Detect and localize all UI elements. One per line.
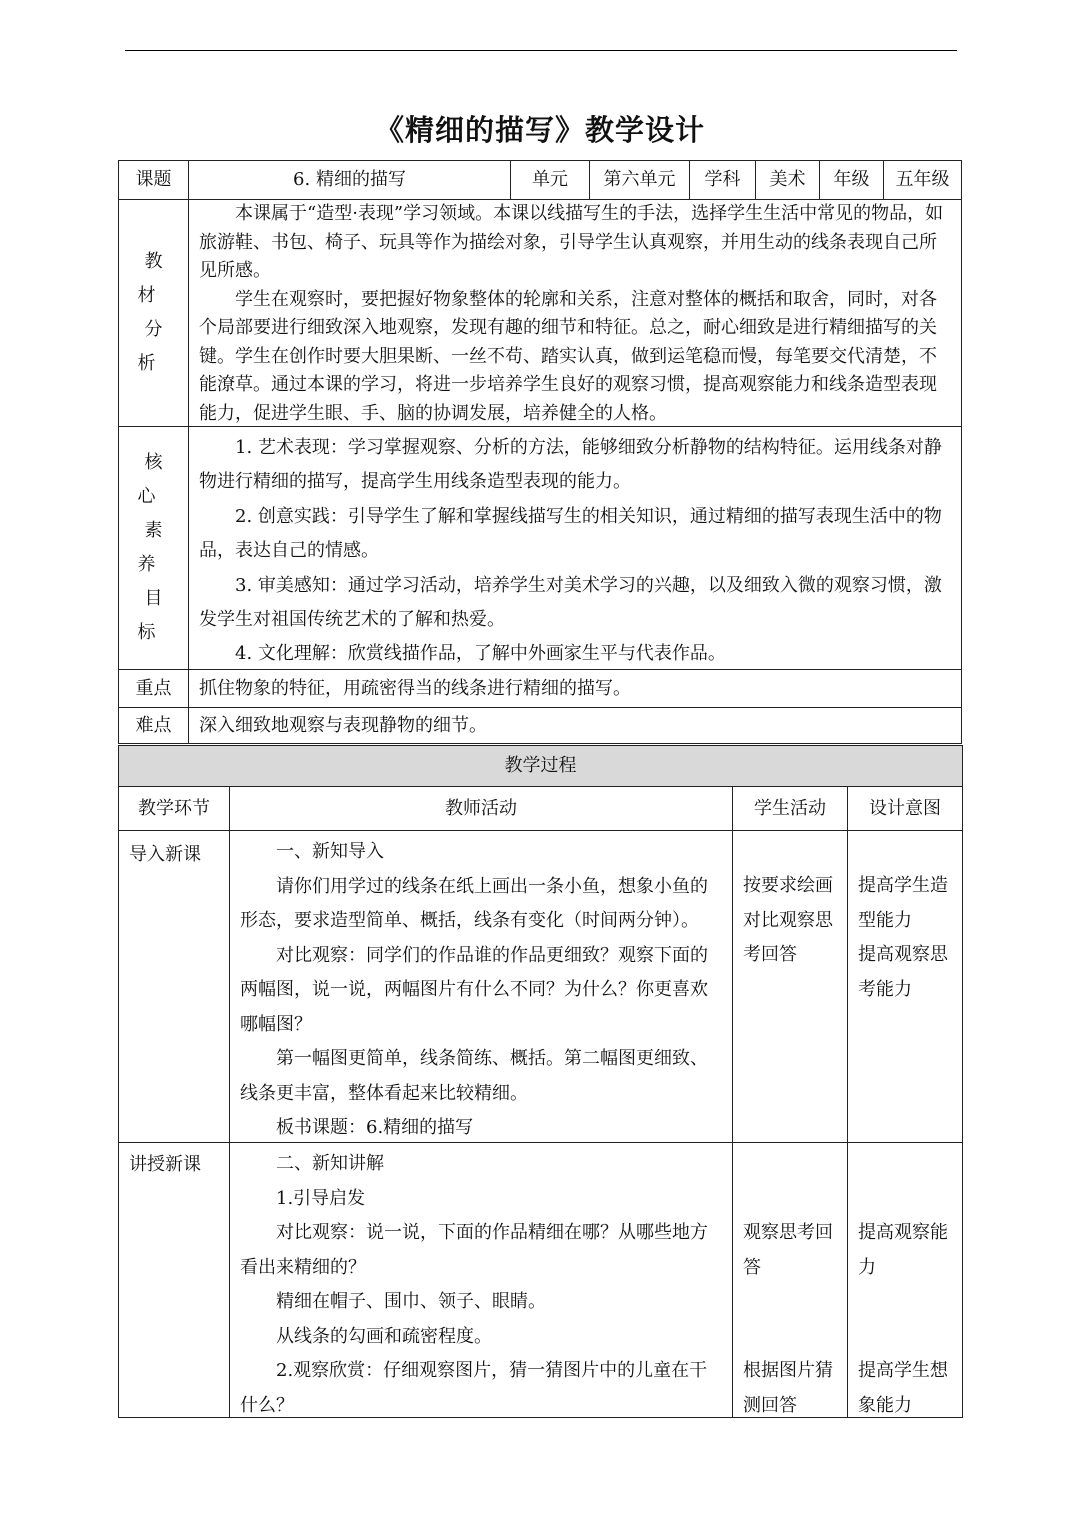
teacher-line: 二、新知讲解 (276, 1153, 384, 1174)
teacher-cell (229, 830, 733, 1143)
grade-label: 年级 (819, 160, 884, 200)
core-item: 2. 创意实践：引导学生了解和掌握线描写生的相关知识，通过精细的描写表现生活中的物品，表达自己的情感。 (199, 505, 942, 562)
student-cell (732, 1142, 848, 1418)
col-stage: 教学环节 (118, 786, 230, 831)
key-point-label: 重点 (118, 669, 189, 708)
col-teacher: 教师活动 (229, 786, 733, 831)
stage-cell: 导入新课 (118, 830, 230, 1143)
intent-line: 提高观察能力 (858, 1222, 948, 1278)
material-label-line: 教 材 (137, 251, 177, 306)
topic-value: 6. 精细的描写 (188, 160, 511, 200)
subject-value: 美术 (755, 160, 820, 200)
intent-cell (847, 1142, 963, 1418)
difficulty-value: 深入细致地观察与表现静物的细节。 (188, 707, 962, 744)
student-line: 观察思考回答 (743, 1222, 833, 1278)
core-label-line: 核 心 (137, 452, 177, 507)
process-title: 教学过程 (118, 745, 963, 787)
topic-label: 课题 (118, 160, 189, 200)
core-item: 4. 文化理解：欣赏线描作品，了解中外画家生平与代表作品。 (235, 643, 726, 665)
material-paragraph: 本课属于“造型·表现”学习领域。本课以线描写生的手法，选择学生生活中常见的物品，如旅游鞋、书包、椅子、玩具等作为描绘对象，引导学生认真观察，并用生动的线条表现自己所见所感。 (199, 203, 944, 281)
teacher-line: 请你们用学过的线条在纸上画出一条小鱼，想象小鱼的形态，要求造型简单、概括，线条有变化（时间两分钟）。 (240, 875, 708, 931)
intent-cell (847, 830, 963, 1143)
difficulty-label: 难点 (118, 707, 189, 744)
subject-label: 学科 (689, 160, 756, 200)
teacher-line: 2.观察欣赏：仔细观察图片，猜一猜图片中的儿童在干什么？ (240, 1360, 708, 1416)
core-label-line: 目 标 (137, 588, 177, 643)
material-content (188, 199, 962, 427)
core-label (118, 426, 189, 670)
core-label-line: 素 养 (137, 520, 177, 575)
teacher-cell (229, 1142, 733, 1418)
grade-value: 五年级 (883, 160, 962, 200)
student-line: 按要求绘画 (743, 875, 833, 896)
material-label (118, 199, 189, 427)
material-label-line: 分 析 (137, 319, 177, 374)
unit-label: 单元 (510, 160, 590, 200)
teacher-line: 精细在帽子、围巾、领子、眼睛。 (276, 1291, 546, 1312)
stage-cell: 讲授新课 (118, 1142, 230, 1418)
col-intent: 设计意图 (847, 786, 963, 831)
teacher-line: 1.引导启发 (276, 1187, 366, 1209)
intent-line: 提高学生想象能力 (858, 1360, 948, 1416)
header-rule (125, 50, 957, 51)
core-content (188, 426, 962, 670)
core-item: 1. 艺术表现：学习掌握观察、分析的方法，能够细致分析静物的结构特征。运用线条对静物进行精细的描写，提高学生用线条造型表现的能力。 (199, 437, 942, 493)
teacher-line: 对比观察：同学们的作品谁的作品更细致？观察下面的两幅图，说一说，两幅图片有什么不同？为什么？你更喜欢哪幅图？ (240, 944, 708, 1035)
teacher-line: 对比观察：说一说，下面的作品精细在哪？从哪些地方看出来精细的？ (240, 1222, 708, 1278)
core-item: 3. 审美感知：通过学习活动，培养学生对美术学习的兴趣，以及细致入微的观察习惯，激发学生对祖国传统艺术的了解和热爱。 (199, 574, 942, 631)
teacher-line: 第一幅图更简单，线条简练、概括。第二幅图更细致、线条更丰富，整体看起来比较精细。 (240, 1048, 708, 1104)
col-student: 学生活动 (732, 786, 848, 831)
material-paragraph: 学生在观察时，要把握好物象整体的轮廓和关系，注意对整体的概括和取舍，同时，对各个局部要进行细致深入地观察，发现有趣的细节和特征。总之，耐心细致是进行精细描写的关键。学生在创作时要大胆果断、一丝不苟、踏实认真，做到运笔稳而慢，每笔要交代清楚，不能潦草。通过本课的学习，将进一步培养学生良好的观察习惯，提高观察能力和线条造型表现能力，促进学生眼、手、脑的协调发展，培养健全的人格。 (199, 288, 937, 424)
unit-value: 第六单元 (589, 160, 690, 200)
teacher-line: 从线条的勾画和疏密程度。 (276, 1325, 492, 1347)
key-point-value: 抓住物象的特征，用疏密得当的线条进行精细的描写。 (188, 669, 962, 708)
student-cell (732, 830, 848, 1143)
intent-line: 提高学生造型能力 (858, 875, 948, 931)
teacher-line: 一、新知导入 (276, 841, 384, 862)
page-title: 《精细的描写》教学设计 (374, 113, 705, 147)
intent-line: 提高观察思考能力 (858, 944, 948, 1000)
teacher-line: 板书课题：6.精细的描写 (276, 1117, 474, 1138)
student-line: 对比观察思考回答 (743, 909, 833, 965)
student-line: 根据图片猜测回答 (743, 1360, 833, 1416)
